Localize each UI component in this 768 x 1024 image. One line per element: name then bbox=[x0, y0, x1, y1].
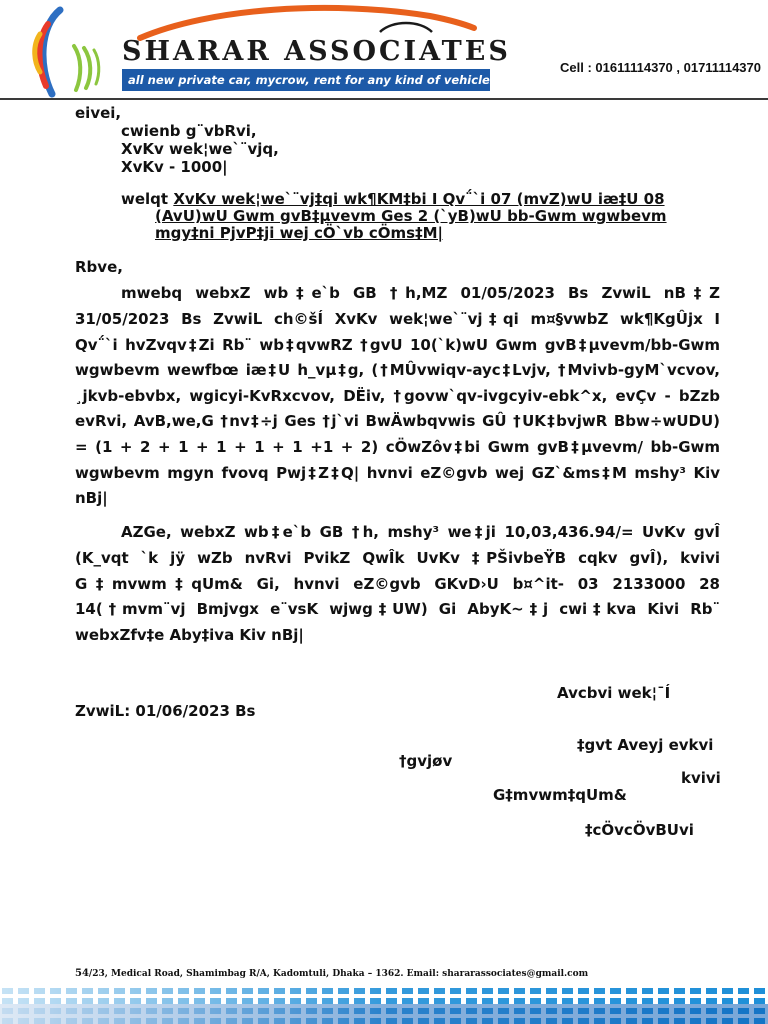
header-divider bbox=[0, 98, 768, 100]
paragraph-2-line: 14(†mvm¨vj Bmjvgx e¨vsK wjwg‡UW) Gi AbyK~‡j cwi‡kva Kivi Rb¨ bbox=[75, 600, 720, 618]
subject-text-1: XvKv wek¦we`¨vj‡qi wk¶KM‡bi I Qv΅`i 07 (mvZ)wU iæ‡U 08 bbox=[173, 190, 665, 208]
signatory-title: ‡cÖvcÖvBUvi bbox=[585, 821, 694, 839]
paragraph-1-line: ¸jkvb-ebvbx, wgicyi-KvRxcvov, DËiv, †govw`qv-ivgcyiv-ebk^x, evÇv - bZzb bbox=[75, 387, 720, 405]
footer-address-text: /23, Medical Road, Shamimbag R/A, Kadomtuli, Dhaka – 1362. Email: shararassociates@gmail.com bbox=[88, 969, 589, 979]
cell-numbers: Cell : 01611114370 , 01711114370 bbox=[560, 60, 761, 75]
subject-line-1 bbox=[121, 190, 665, 208]
paragraph-1-line: evRvi, AvB,we,G †nv‡÷j Ges †j`vi BwÄwbqvwis GÛ †UK‡bvjwR Bbw÷wUDU) bbox=[75, 412, 720, 430]
subject-line-3: mgy‡ni PjvP‡ji wej cÖ`vb cÖms‡M| bbox=[155, 224, 443, 242]
paragraph-1-line: 31/05/2023 Bs ZvwiL ch©šÍ XvKv wek¦we`¨vj‡qi m¤§vwbZ wk¶KgÛjx I bbox=[75, 310, 720, 328]
signatory-company-1: kvivi bbox=[681, 769, 721, 787]
recipient-line-2: XvKv wek¦we`¨vjq, bbox=[121, 140, 279, 158]
recipient-to: eivei, bbox=[75, 104, 122, 122]
paragraph-1-line: Qv΅`i hvZvqv‡Zi Rb¨ wb‡qvwRZ †gvU 10(`k)wU Gwm gvB‡µvevm/bb-Gwm bbox=[75, 336, 720, 354]
signatory-surname: †gvjøv bbox=[399, 752, 453, 770]
signatory-company-2: G‡mvwm‡qUm& bbox=[493, 786, 627, 804]
signoff: Avcbvi wek¦¯Í bbox=[557, 684, 671, 702]
paragraph-1-line: = (1 + 2 + 1 + 1 + 1 + 1 +1 + 2) cÖwZôv‡bi Gwm gvB‡µvevm/ bb-Gwm bbox=[75, 438, 720, 456]
paragraph-1-line: mwebq webxZ wb‡e`b GB †h,MZ 01/05/2023 Bs ZvwiL nB‡Z bbox=[121, 284, 720, 302]
paragraph-2-line: AZGe, webxZ wb‡e`b GB †h, mshy³ we‡ji 10,03,436.94/= UvKv gvÎ bbox=[121, 523, 720, 541]
footer-address bbox=[75, 968, 588, 979]
paragraph-2-line-last: webxZfv‡e Aby‡iva Kiv nBj| bbox=[75, 626, 304, 644]
paragraph-1-line-last: nBj| bbox=[75, 489, 108, 507]
salutation: Rbve, bbox=[75, 258, 123, 276]
company-tagline: all new private car, mycrow, rent for any kind of vehicles available bbox=[122, 69, 490, 91]
subject-label: welqt bbox=[121, 190, 174, 208]
recipient-line-3: XvKv - 1000| bbox=[121, 158, 228, 176]
paragraph-1-line: wgwbevm wewfbœ iæ‡U h_vµ‡g, (†MÛvwiqv-ayc‡Lvjv, †Mvivb-gyM`vcvov, bbox=[75, 361, 720, 379]
subject-line-2: (AvU)wU Gwm gvB‡µvevm Ges 2 (`yB)wU bb-Gwm wgwbevm bbox=[155, 207, 667, 225]
company-name: SHARAR ASSOCIATES bbox=[122, 36, 511, 67]
letter-date: ZvwiL: 01/06/2023 Bs bbox=[75, 702, 256, 720]
paragraph-1-line: wgwbevm mgyn fvovq Pwj‡Z‡Q| hvnvi eZ©gvb wej GZ`&ms‡M mshy³ Kiv bbox=[75, 464, 720, 482]
signatory-name: ‡gvt Aveyj evkvi bbox=[577, 736, 714, 754]
paragraph-2-line: G‡mvwm‡qUm& Gi, hvnvi eZ©gvb GKvD›U b¤^it- 03 2133000 28 bbox=[75, 575, 720, 593]
paragraph-2-line: (K_vqt `k jÿ wZb nvRvi PvikZ QwÎk UvKv ‡PŠivbeŸB cqkv gvÎ), kvivi bbox=[75, 549, 720, 567]
footer-address-number: 54 bbox=[75, 968, 89, 979]
footer-decorative-band bbox=[0, 986, 768, 1024]
company-logo-mark bbox=[30, 6, 102, 98]
recipient-line-1: cwienb g¨vbRvi, bbox=[121, 122, 257, 140]
